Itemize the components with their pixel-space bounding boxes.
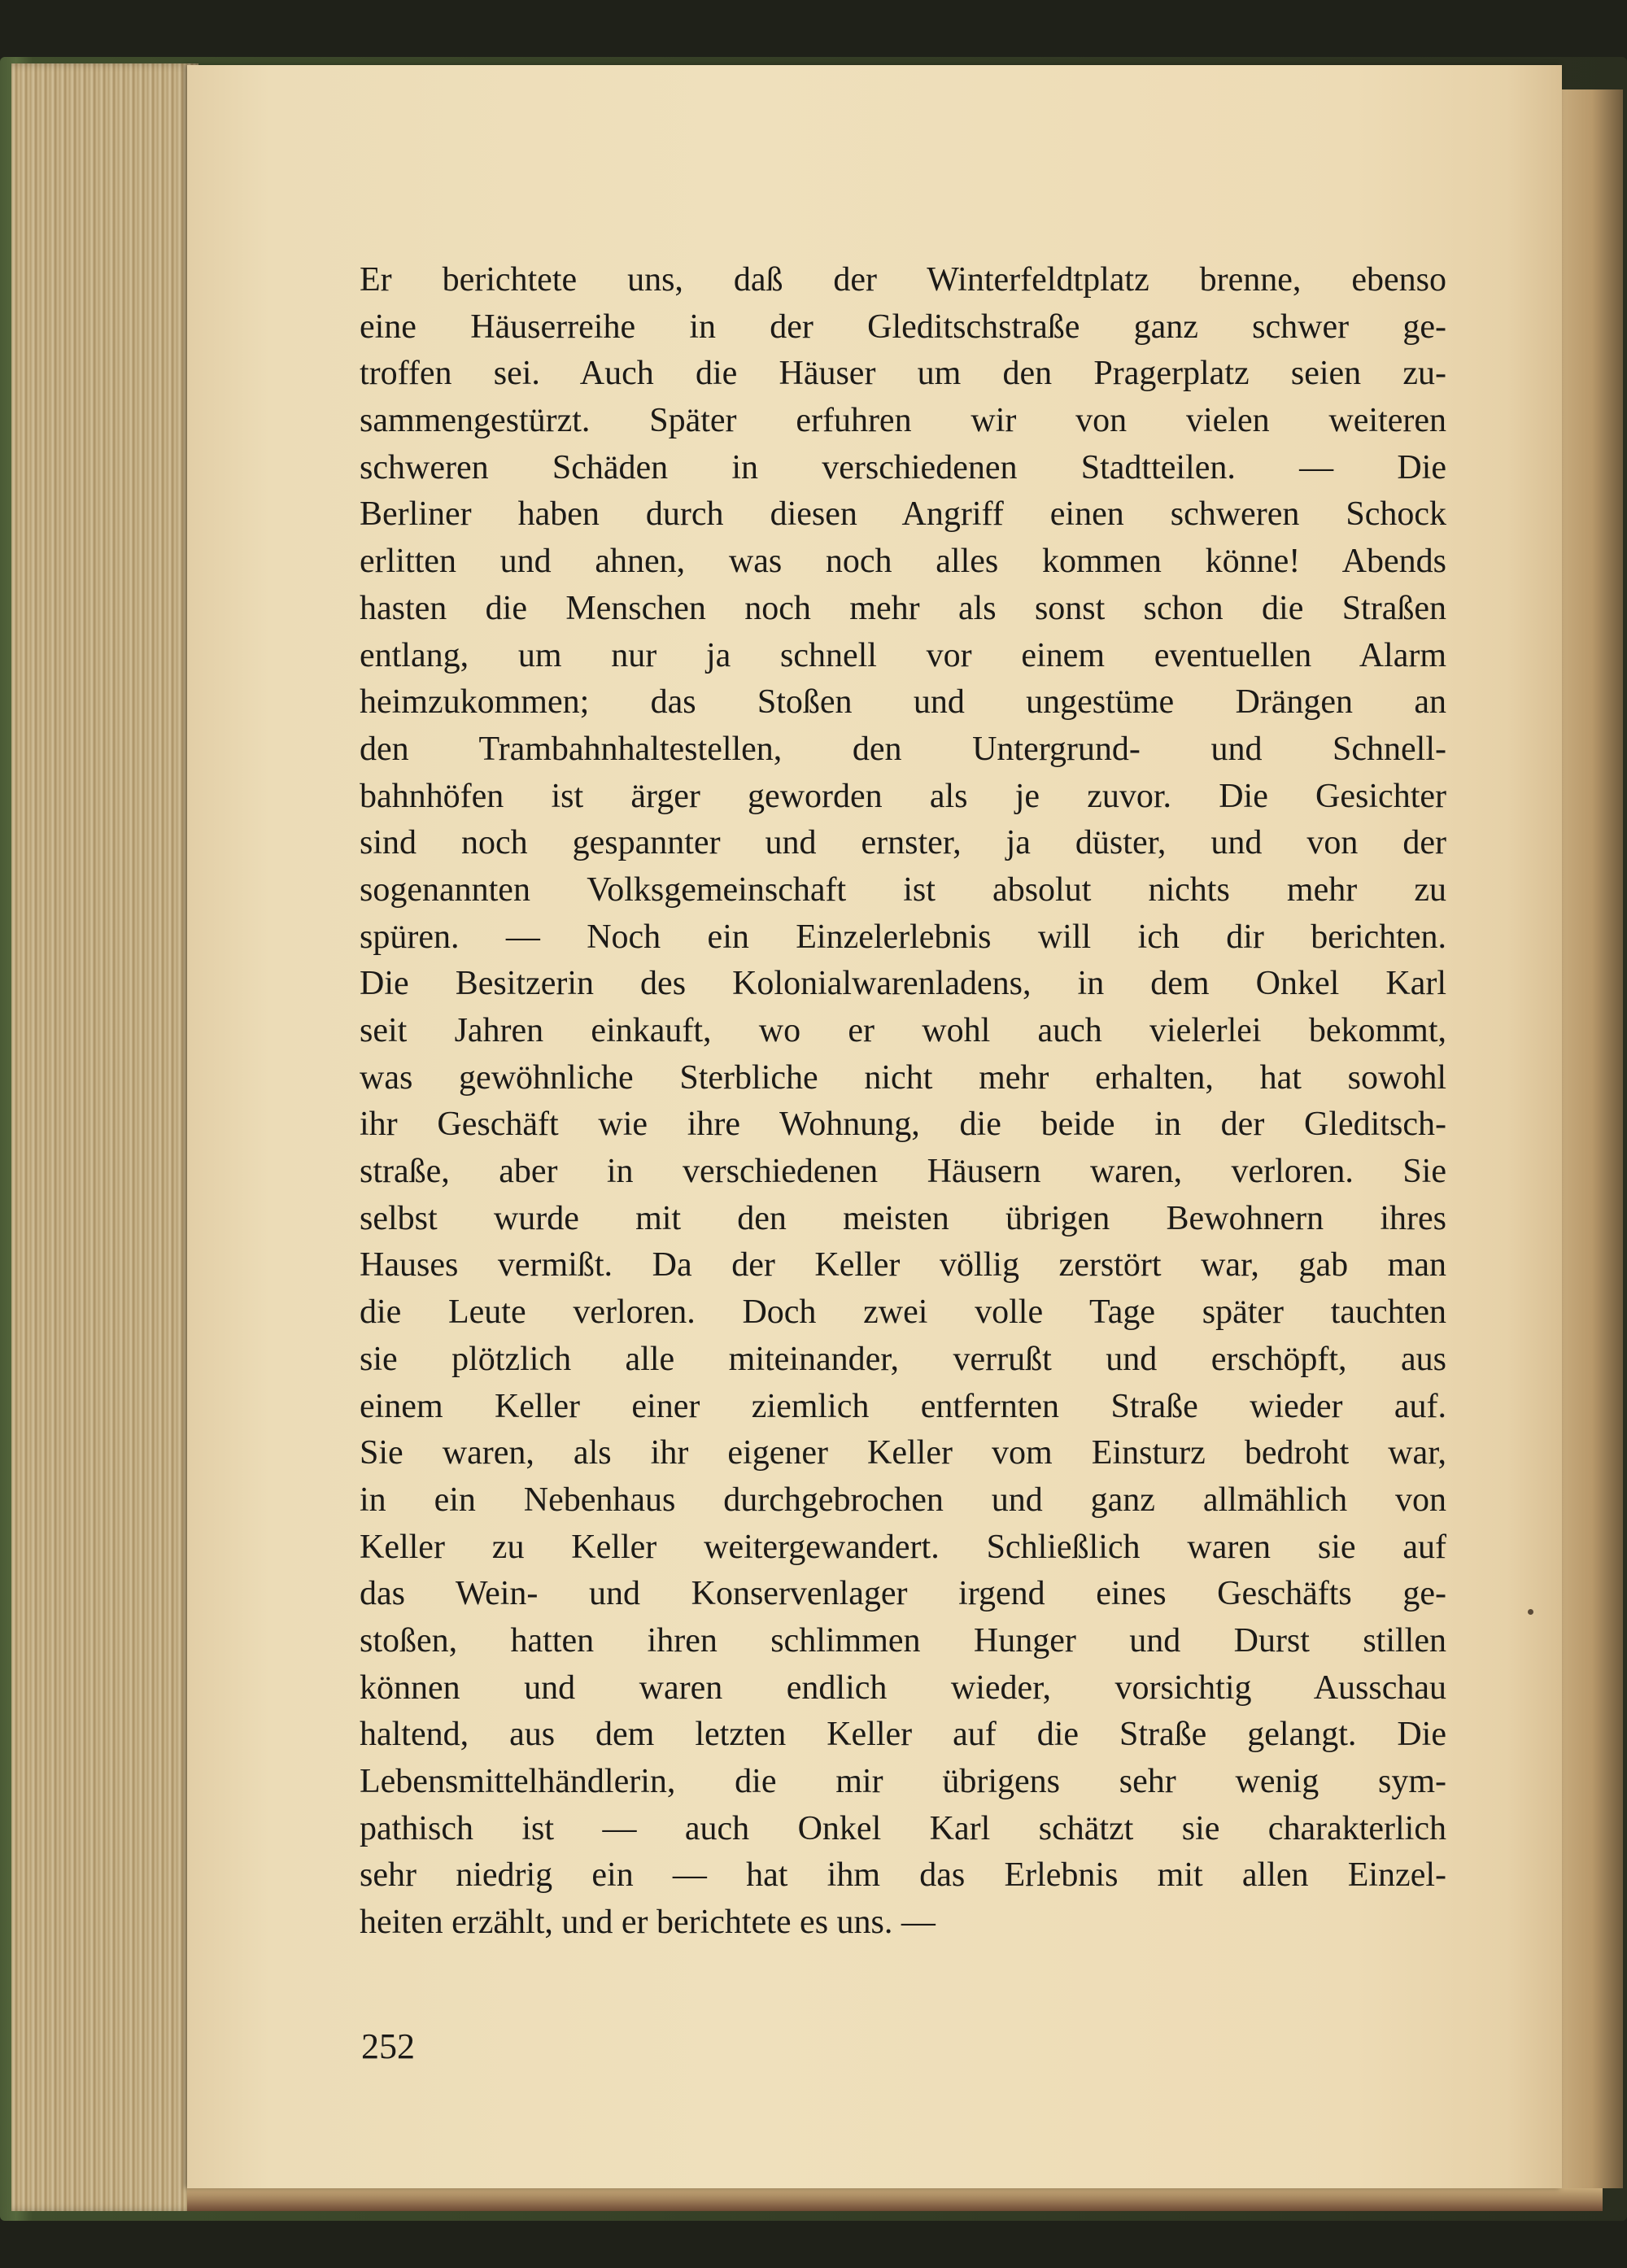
text-line: den Trambahnhaltestellen, den Untergrund- und Schnell- xyxy=(360,730,1446,768)
text-line: heimzukommen; das Stoßen und ungestüme Drängen an xyxy=(360,683,1446,722)
text-line: können und waren endlich wieder, vorsichtig Ausschau xyxy=(360,1668,1446,1707)
text-line: ihr Geschäft wie ihre Wohnung, die beide in der Gleditsch- xyxy=(360,1106,1446,1144)
text-line: seit Jahren einkauft, wo er wohl auch vielerlei bekommt, xyxy=(360,1012,1446,1049)
text-line: schweren Schäden in verschiedenen Stadtteilen. — Die xyxy=(360,448,1446,486)
text-line: entlang, um nur ja schnell vor einem eventuellen Alarm xyxy=(360,636,1446,674)
text-line: pathisch ist — auch Onkel Karl schätzt sie charakterlich xyxy=(360,1809,1446,1847)
text-line: Keller zu Keller weitergewandert. Schließlich waren sie auf xyxy=(360,1528,1446,1566)
body-text xyxy=(360,257,1446,1947)
text-line: selbst wurde mit den meisten übrigen Bewohnern ihres xyxy=(360,1199,1446,1237)
text-line: eine Häuserreihe in der Gleditschstraße ganz schwer ge- xyxy=(360,307,1446,346)
text-line: Lebensmittelhändlerin, die mir übrigens sehr wenig sym- xyxy=(360,1763,1446,1800)
text-line: haltend, aus dem letzten Keller auf die Straße gelangt. Die xyxy=(360,1716,1446,1754)
text-line: sammengestürzt. Später erfuhren wir von vielen weiteren xyxy=(360,402,1446,440)
stacked-page-edges xyxy=(11,63,198,2211)
text-line: Sie waren, als ihr eigener Keller vom Einsturz bedroht war, xyxy=(360,1434,1446,1472)
text-line: bahnhöfen ist ärger geworden als je zuvor. Die Gesichter xyxy=(360,777,1446,815)
text-line: das Wein- und Konservenlager irgend eines Geschäfts ge- xyxy=(360,1575,1446,1613)
text-line: was gewöhnliche Sterbliche nicht mehr erhalten, hat sowohl xyxy=(360,1058,1446,1097)
paper-speck xyxy=(1528,1609,1533,1615)
text-line: sogenannten Volksgemeinschaft ist absolut nichts mehr zu xyxy=(360,870,1446,909)
text-line: spüren. — Noch ein Einzelerlebnis will ich dir berichten. xyxy=(360,918,1446,956)
text-line-last: heiten erzählt, und er berichtete es uns. — xyxy=(360,1904,936,1942)
page-number: 252 xyxy=(361,2026,415,2066)
text-line: stoßen, hatten ihren schlimmen Hunger und Durst stillen xyxy=(360,1621,1446,1660)
text-line: Die Besitzerin des Kolonialwarenladens, in dem Onkel Karl xyxy=(360,965,1446,1003)
text-line: sie plötzlich alle miteinander, verrußt und erschöpft, aus xyxy=(360,1340,1446,1378)
text-line: hasten die Menschen noch mehr als sonst schon die Straßen xyxy=(360,589,1446,627)
text-line: Hauses vermißt. Da der Keller völlig zerstört war, gab man xyxy=(360,1246,1446,1284)
text-line: Berliner haben durch diesen Angriff einen schweren Schock xyxy=(360,495,1446,534)
text-line: straße, aber in verschiedenen Häusern waren, verloren. Sie xyxy=(360,1153,1446,1191)
text-line: troffen sei. Auch die Häuser um den Pragerplatz seien zu- xyxy=(360,355,1446,393)
page-bottom-edge xyxy=(187,2188,1603,2211)
text-line: Er berichtete uns, daß der Winterfeldtplatz brenne, ebenso xyxy=(360,261,1446,299)
text-line: in ein Nebenhaus durchgebrochen und ganz allmählich von xyxy=(360,1481,1446,1519)
text-line: sehr niedrig ein — hat ihm das Erlebnis mit allen Einzel- xyxy=(360,1856,1446,1895)
text-line: die Leute verloren. Doch zwei volle Tage später tauchten xyxy=(360,1293,1446,1332)
text-line: einem Keller einer ziemlich entfernten Straße wieder auf. xyxy=(360,1387,1446,1425)
text-line: erlitten und ahnen, was noch alles kommen könne! Abends xyxy=(360,543,1446,581)
text-line: sind noch gespannter und ernster, ja düster, und von der xyxy=(360,824,1446,862)
